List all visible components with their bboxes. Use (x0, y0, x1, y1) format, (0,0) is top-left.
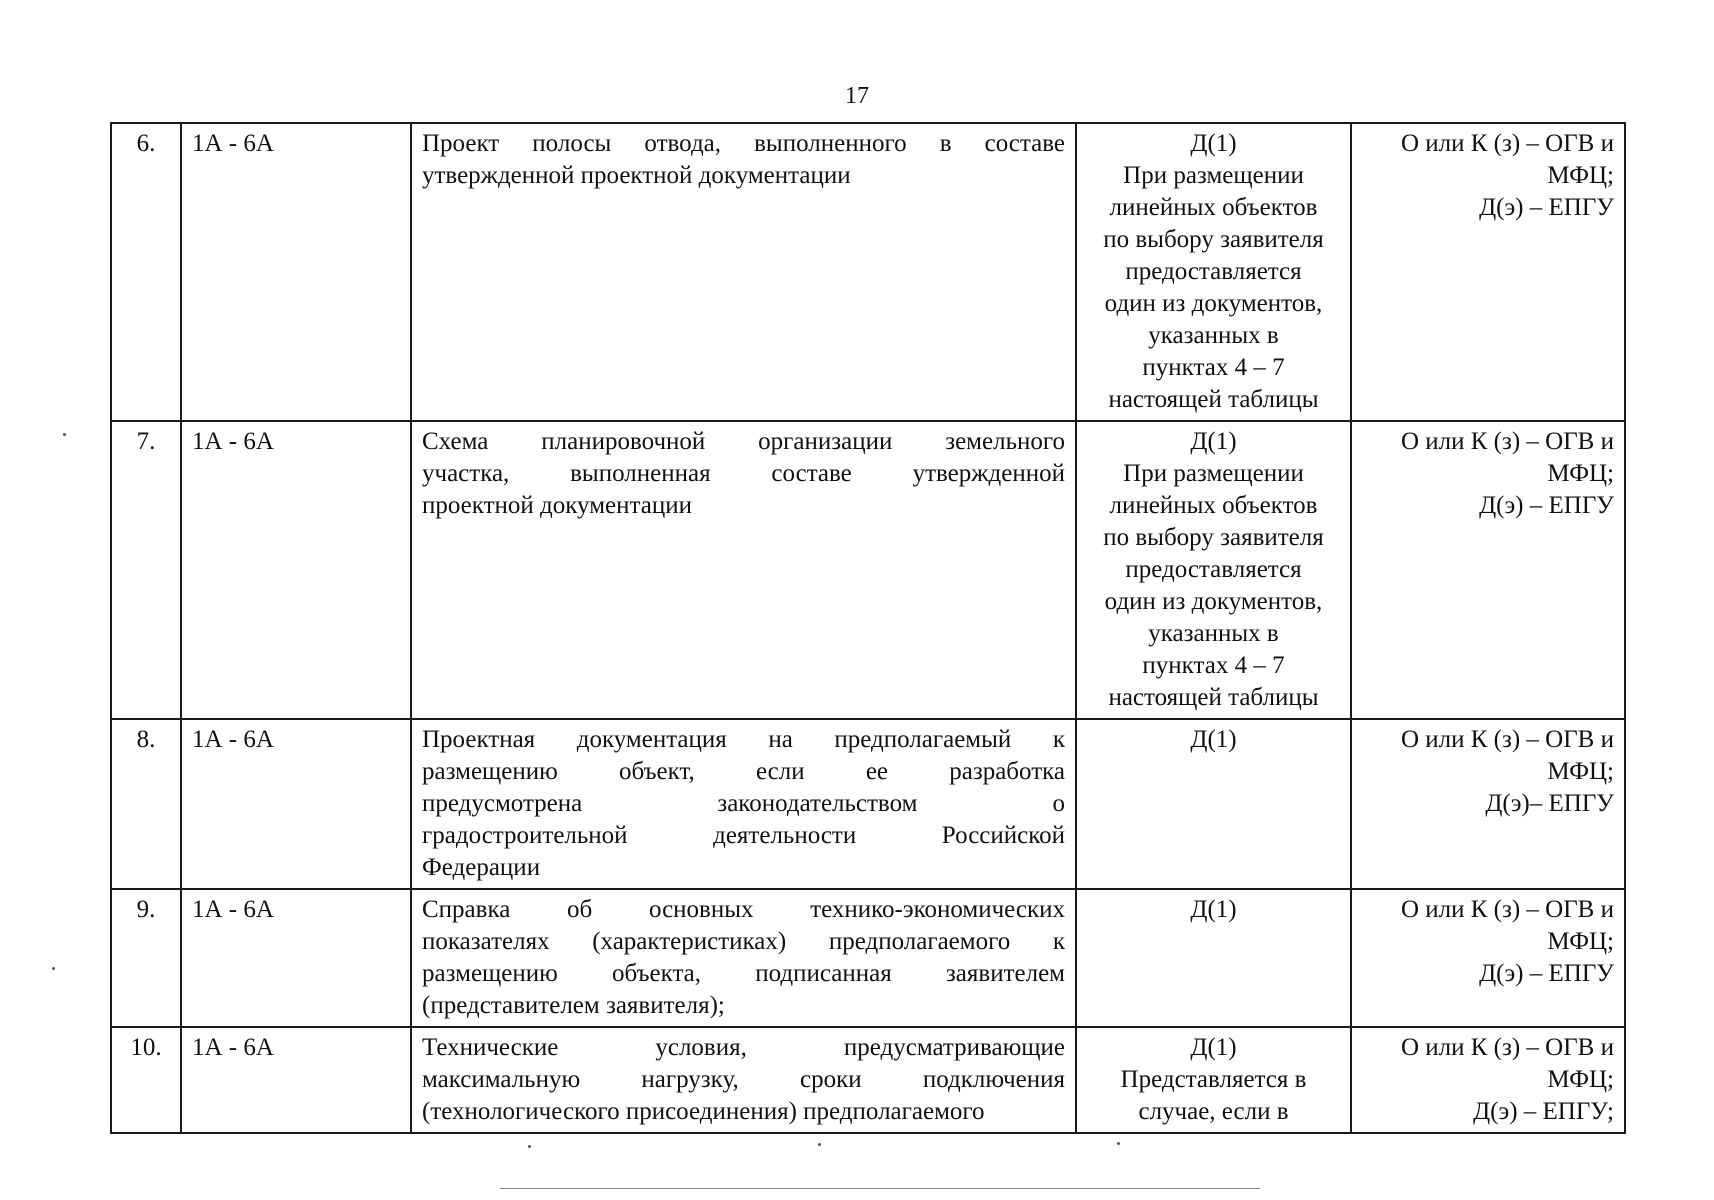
group-code-cell: 1А - 6А (181, 719, 411, 889)
cell-text-line: Д(1) (1190, 428, 1237, 455)
cell-text-line: один из документов, (1104, 588, 1323, 615)
cell-text-line: указанных в (1148, 620, 1279, 647)
group-code-cell: 1А - 6А (181, 889, 411, 1027)
cell-text-line: по выбору заявителя (1103, 524, 1324, 551)
cell-text-line: О или К (з) – ОГВ и (1400, 726, 1614, 753)
document-name-cell (411, 719, 1076, 889)
cell-text-line: предусмотрена законодательством о (422, 790, 1065, 817)
group-code-cell: 1А - 6А (181, 123, 411, 421)
cell-text-line: (представителем заявителя); (422, 992, 725, 1019)
row-number-cell: 10. (111, 1027, 181, 1133)
cell-text-line: О или К (з) – ОГВ и (1400, 896, 1614, 923)
scan-speck (528, 1145, 531, 1148)
scan-edge-line (500, 1188, 1260, 1189)
cell-text-line: Проектная документация на предполагаемый к (422, 726, 1065, 753)
cell-text-line: предоставляется (1125, 556, 1302, 583)
cell-text-line: МФЦ; (1547, 162, 1614, 189)
cell-text-line: линейных объектов (1109, 194, 1318, 221)
cell-text-line: один из документов, (1104, 290, 1323, 317)
scan-speck (1117, 1142, 1120, 1145)
document-type-cell (1076, 123, 1351, 421)
scan-speck (63, 433, 66, 436)
document-type-cell (1076, 889, 1351, 1027)
row-number-cell: 6. (111, 123, 181, 421)
cell-text-line: размещению объект, если ее разработка (422, 758, 1065, 785)
table-row (111, 1027, 1625, 1133)
delivery-method-cell (1351, 1027, 1625, 1133)
delivery-method-cell (1351, 719, 1625, 889)
cell-text-line: О или К (з) – ОГВ и (1400, 130, 1614, 157)
table-row (111, 889, 1625, 1027)
cell-text-line: размещению объекта, подписанная заявителем (422, 960, 1065, 987)
scan-speck (52, 967, 55, 970)
cell-text-line: МФЦ; (1547, 1066, 1614, 1093)
cell-text-line: Федерации (422, 854, 541, 881)
document-type-cell (1076, 719, 1351, 889)
cell-text-line: случае, если в (1138, 1098, 1289, 1125)
cell-text-line: проектной документации (422, 492, 692, 519)
cell-text-line: МФЦ; (1547, 928, 1614, 955)
cell-text-line: МФЦ; (1547, 460, 1614, 487)
cell-text-line: При размещении (1123, 162, 1304, 189)
cell-text-line: Проект полосы отвода, выполненного в составе (422, 130, 1065, 157)
group-code-cell: 1А - 6А (181, 421, 411, 719)
document-name-cell (411, 123, 1076, 421)
table-body (111, 123, 1625, 1133)
document-type-cell (1076, 421, 1351, 719)
cell-text-line: пунктах 4 – 7 (1142, 354, 1285, 381)
delivery-method-cell (1351, 889, 1625, 1027)
scan-speck (818, 1143, 821, 1146)
cell-text-line: Д(э)– ЕПГУ (1485, 790, 1614, 817)
document-name-cell (411, 421, 1076, 719)
document-name-cell (411, 1027, 1076, 1133)
cell-text-line: Д(э) – ЕПГУ; (1473, 1098, 1614, 1125)
cell-text-line: Схема планировочной организации земельного (422, 428, 1065, 455)
cell-text-line: показателях (характеристиках) предполагаемого к (422, 928, 1065, 955)
table-row (111, 421, 1625, 719)
row-number-cell: 9. (111, 889, 181, 1027)
cell-text-line: МФЦ; (1547, 758, 1614, 785)
cell-text-line: Д(1) (1190, 896, 1237, 923)
table-row (111, 123, 1625, 421)
delivery-method-cell (1351, 123, 1625, 421)
cell-text-line: линейных объектов (1109, 492, 1318, 519)
cell-text-line: Справка об основных технико-экономических (422, 896, 1065, 923)
cell-text-line: О или К (з) – ОГВ и (1400, 428, 1614, 455)
delivery-method-cell (1351, 421, 1625, 719)
cell-text-line: О или К (з) – ОГВ и (1400, 1034, 1614, 1061)
document-table (110, 122, 1626, 1134)
cell-text-line: Д(1) (1190, 130, 1237, 157)
cell-text-line: настоящей таблицы (1108, 386, 1319, 413)
cell-text-line: указанных в (1148, 322, 1279, 349)
cell-text-line: предоставляется (1125, 258, 1302, 285)
cell-text-line: Д(э) – ЕПГУ (1479, 960, 1614, 987)
cell-text-line: Технические условия, предусматривающие (422, 1034, 1065, 1061)
cell-text-line: При размещении (1123, 460, 1304, 487)
cell-text-line: Д(э) – ЕПГУ (1479, 492, 1614, 519)
cell-text-line: Представляется в (1120, 1066, 1307, 1093)
cell-text-line: Д(1) (1190, 1034, 1237, 1061)
table-row (111, 719, 1625, 889)
document-name-cell (411, 889, 1076, 1027)
cell-text-line: Д(э) – ЕПГУ (1479, 194, 1614, 221)
cell-text-line: градостроительной деятельности Российской (422, 822, 1065, 849)
row-number-cell: 8. (111, 719, 181, 889)
page-number: 17 (845, 83, 869, 109)
cell-text-line: пунктах 4 – 7 (1142, 652, 1285, 679)
cell-text-line: настоящей таблицы (1108, 684, 1319, 711)
cell-text-line: (технологического присоединения) предполагаемого (422, 1098, 985, 1125)
cell-text-line: Д(1) (1190, 726, 1237, 753)
row-number-cell: 7. (111, 421, 181, 719)
cell-text-line: утвержденной проектной документации (422, 162, 851, 189)
cell-text-line: по выбору заявителя (1103, 226, 1324, 253)
cell-text-line: участка, выполненная составе утвержденной (422, 460, 1065, 487)
group-code-cell: 1А - 6А (181, 1027, 411, 1133)
cell-text-line: максимальную нагрузку, сроки подключения (422, 1066, 1065, 1093)
document-type-cell (1076, 1027, 1351, 1133)
